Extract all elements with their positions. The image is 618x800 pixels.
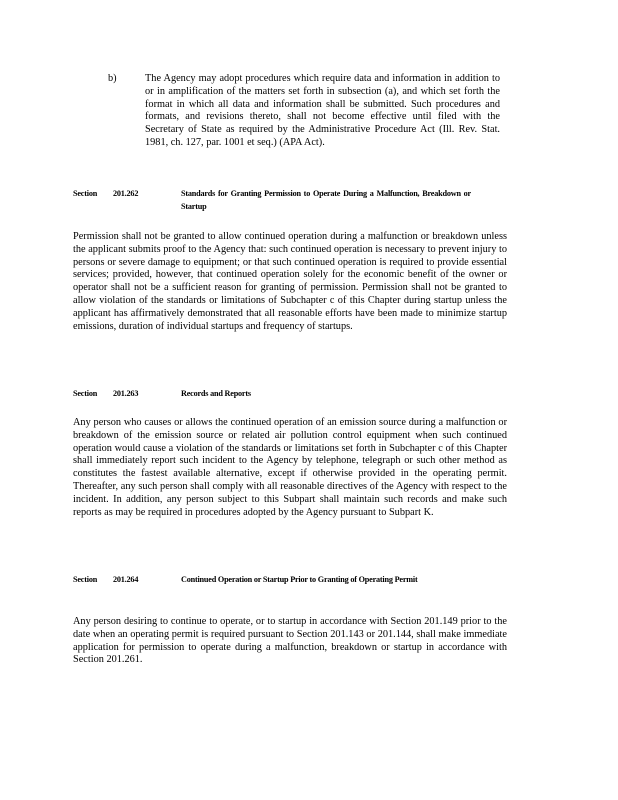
- section-number: 201.263: [113, 389, 139, 398]
- section-title: Standards for Granting Permission to Operate During a Malfunction, Breakdown or Startup: [181, 189, 471, 211]
- section-number: 201.264: [113, 575, 139, 584]
- subsection-marker: b): [108, 73, 117, 84]
- section-label: Section: [73, 575, 98, 584]
- section-title: Records and Reports: [181, 389, 251, 398]
- section-body-201-264: Any person desiring to continue to operate, or to startup in accordance with Section 201.149 prior to the date when an operating permit is required pursuant to Section 201.143 or 201.144, shall make immediate application for permission to operate during a malfunction, breakdown or startup in accordance with Section 201.261.: [73, 616, 507, 666]
- section-body-201-262: Permission shall not be granted to allow continued operation during a malfunction or breakdown unless the applicant submits proof to the Agency that: such continued operation is necessary to prevent injury to persons or severe damage to equipment; or that such continued operation is required to provide essential services; provided, however, that continued operation solely for the economic benefit of the owner or operator shall not be a sufficient reason for granting of permission. Permission shall not be granted to allow violation of the standards or limitations of Subchapter c of this Chapter during startup unless the applicant has affirmatively demonstrated that all reasonable efforts have been made to minimize startup emissions, duration of individual startups and frequency of startups.: [73, 231, 507, 332]
- section-label: Section: [73, 189, 98, 198]
- section-title: Continued Operation or Startup Prior to Granting of Operating Permit: [181, 575, 418, 584]
- subsection-b-text: The Agency may adopt procedures which require data and information in addition to or in amplification of the matters set forth in subsection (a), and which set forth the format in which all data and information shall be submitted. Such procedures and formats, and revisions thereto, shall not become effective until filed with the Secretary of State as required by the Administrative Procedure Act (Ill. Rev. Stat. 1981, ch. 127, par. 1001 et seq.) (APA Act).: [145, 73, 500, 148]
- section-label: Section: [73, 389, 98, 398]
- section-body-201-263: Any person who causes or allows the continued operation of an emission source during a malfunction or breakdown of the emission source or related air pollution control equipment when such continued operation would cause a violation of the standards or limitations set forth in Subchapter c of this Chapter shall immediately report such incident to the Agency by telephone, telegraph or such other method as constitutes the fastest available alternative, except if otherwise provided in the operating permit. Thereafter, any such person shall comply with all reasonable directives of the Agency with respect to the incident. In addition, any person subject to this Subpart shall maintain such records and make such reports as may be required in procedures adopted by the Agency pursuant to Subpart K.: [73, 417, 507, 518]
- section-number: 201.262: [113, 189, 139, 198]
